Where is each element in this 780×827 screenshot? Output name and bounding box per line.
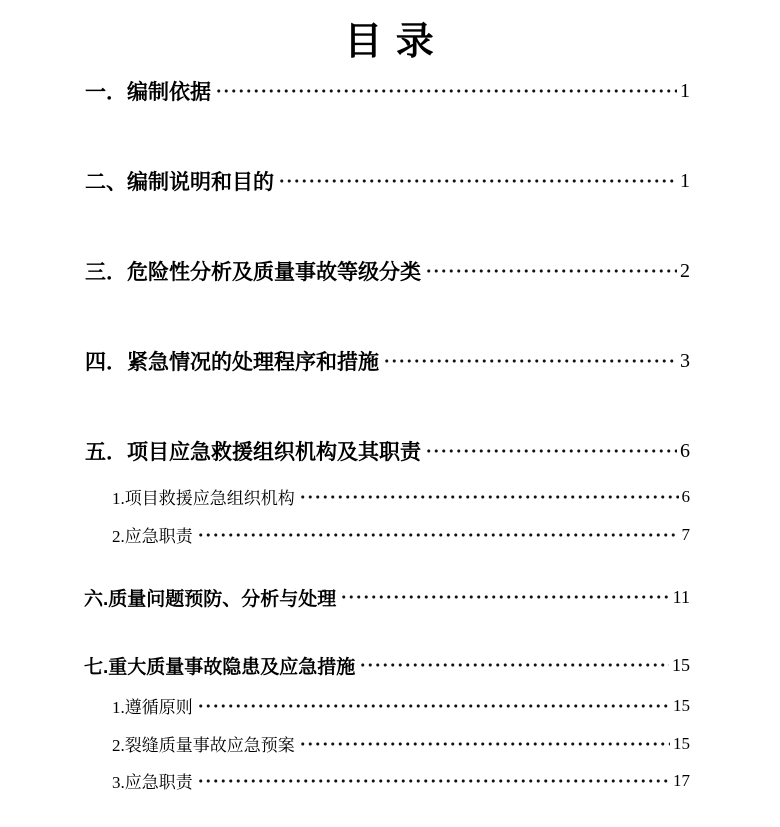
toc-entry-label: 四．紧急情况的处理程序和措施: [85, 351, 379, 374]
toc-entry-page: 15: [673, 733, 690, 753]
dot-leader: [340, 583, 669, 611]
toc-entry-label: 2.应急职责: [112, 527, 193, 546]
toc-entry-page: 1: [680, 169, 690, 192]
toc-entry-page: 15: [672, 654, 690, 675]
toc-entry-page: 3: [680, 349, 690, 372]
toc-entry-label: 一．编制依据: [85, 81, 211, 104]
dot-leader: [278, 166, 677, 196]
toc-entry-page: 2: [680, 259, 690, 282]
dot-leader: [197, 522, 679, 547]
toc-entry-page: 11: [672, 586, 690, 607]
toc-entry-5[interactable]: [85, 436, 690, 466]
toc-entry-label: 3.应急职责: [112, 773, 193, 792]
toc-entry-9[interactable]: [84, 651, 690, 679]
dot-leader: [197, 693, 670, 718]
dot-leader: [425, 256, 677, 286]
toc-entry-2[interactable]: [85, 166, 690, 196]
toc-entry-page: 1: [680, 79, 690, 102]
toc-entry-page: 17: [673, 770, 690, 790]
dot-leader: [299, 484, 679, 509]
toc-entry-4[interactable]: [85, 346, 690, 376]
toc-entry-label: 二、编制说明和目的: [85, 171, 274, 194]
toc-entry-10[interactable]: [112, 693, 690, 718]
toc-entry-12[interactable]: [112, 768, 690, 793]
dot-leader: [215, 76, 677, 106]
toc-entry-page: 7: [681, 524, 690, 544]
toc-entry-3[interactable]: [85, 256, 690, 286]
toc-entry-label: 1.遵循原则: [112, 698, 193, 717]
dot-leader: [299, 731, 670, 756]
toc-entry-label: 六.质量问题预防、分析与处理: [84, 588, 337, 610]
toc-entry-page: 6: [680, 439, 690, 462]
dot-leader: [359, 651, 669, 679]
dot-leader: [197, 768, 670, 793]
toc-entry-page: 15: [673, 695, 690, 715]
dot-leader: [383, 346, 677, 376]
toc-entry-6[interactable]: [112, 484, 690, 509]
toc-entry-11[interactable]: [112, 731, 690, 756]
toc-entry-page: 6: [681, 486, 690, 506]
toc-entry-label: 2.裂缝质量事故应急预案: [112, 736, 295, 755]
dot-leader: [425, 436, 677, 466]
toc-entry-8[interactable]: [84, 583, 690, 611]
toc-entry-label: 1.项目救援应急组织机构: [112, 489, 295, 508]
page-title: 目 录: [344, 21, 436, 63]
toc-entry-7[interactable]: [112, 522, 690, 547]
toc-entry-1[interactable]: [85, 76, 690, 106]
toc-entry-label: 五．项目应急救援组织机构及其职责: [85, 441, 421, 464]
toc-entry-label: 七.重大质量事故隐患及应急措施: [84, 656, 356, 678]
toc-entry-label: 三．危险性分析及质量事故等级分类: [85, 261, 421, 284]
